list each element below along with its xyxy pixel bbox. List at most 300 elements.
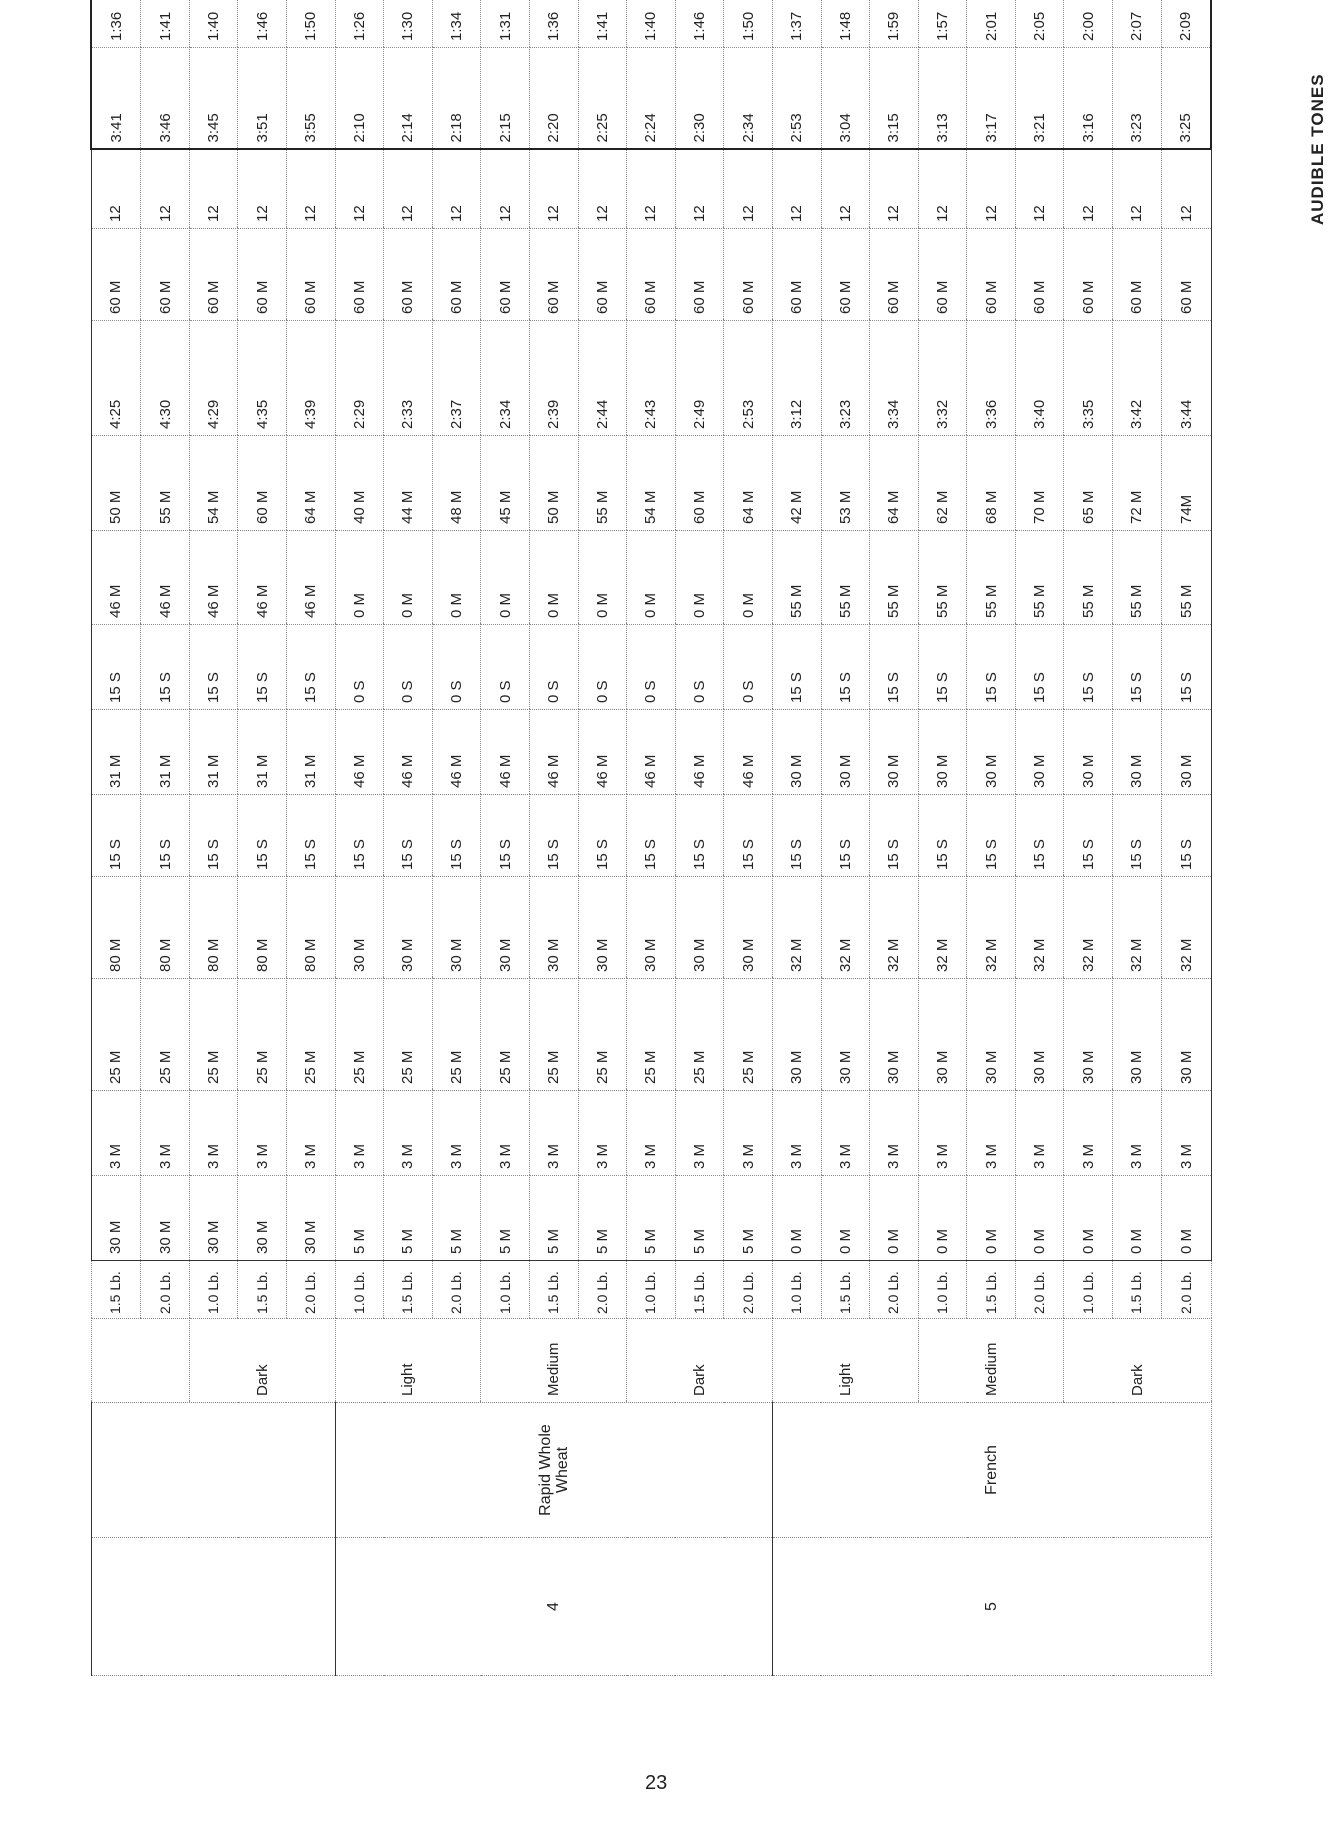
loaf-weight-cell: 2.0 Lb. — [870, 1261, 919, 1319]
stage-time-cell: 70 M — [1015, 436, 1064, 531]
stage-time-cell: 3 M — [384, 1091, 433, 1176]
audible-tone-cell: 3:21 — [1015, 48, 1064, 150]
stage-time-cell: 30 M — [967, 710, 1016, 795]
stage-time-cell: 3 M — [1161, 1091, 1211, 1176]
audible-tone-cell: 3:46 — [141, 48, 190, 150]
stage-time-cell: 64 M — [286, 436, 335, 531]
stage-time-cell: 15 S — [918, 795, 967, 877]
audible-tone-cell: 1:41 — [578, 0, 627, 48]
stage-time-cell: 3 M — [870, 1091, 919, 1176]
stage-time-cell: 12 — [627, 150, 676, 229]
stage-time-cell: 3 M — [335, 1091, 384, 1176]
stage-time-cell: 0 M — [1015, 1176, 1064, 1261]
stage-time-cell: 60 M — [675, 229, 724, 321]
stage-time-cell: 55 M — [870, 531, 919, 625]
stage-time-cell: 3 M — [286, 1091, 335, 1176]
stage-time-cell: 64 M — [724, 436, 773, 531]
stage-time-cell: 30 M — [1161, 710, 1211, 795]
stage-time-cell: 3 M — [1015, 1091, 1064, 1176]
audible-tone-cell: 1:59 — [870, 0, 919, 48]
stage-time-cell: 0 S — [384, 625, 433, 710]
stage-time-cell: 30 M — [1161, 979, 1211, 1091]
audible-tone-cell: 1:31 — [481, 0, 530, 48]
loaf-weight-cell: 1.5 Lb. — [529, 1261, 578, 1319]
stage-time-cell: 12 — [335, 150, 384, 229]
audible-tone-cell: 3:25 — [1161, 48, 1211, 150]
stage-time-cell: 3:34 — [870, 321, 919, 436]
audible-tone-cell: 1:34 — [432, 0, 481, 48]
audible-tone-cell: 3:45 — [189, 48, 238, 150]
stage-time-cell: 60 M — [481, 229, 530, 321]
stage-time-cell: 12 — [238, 150, 287, 229]
stage-time-cell: 5 M — [384, 1176, 433, 1261]
stage-time-cell: 25 M — [384, 979, 433, 1091]
stage-time-cell: 15 S — [91, 795, 141, 877]
stage-time-cell: 15 S — [1015, 625, 1064, 710]
stage-time-cell: 3 M — [1113, 1091, 1162, 1176]
stage-time-cell: 15 S — [189, 795, 238, 877]
audible-tone-cell: 1:48 — [821, 0, 870, 48]
stage-time-cell: 0 M — [481, 531, 530, 625]
stage-time-cell: 25 M — [627, 979, 676, 1091]
stage-time-cell: 15 S — [286, 625, 335, 710]
stage-time-cell: 2:53 — [724, 321, 773, 436]
stage-time-cell: 3:36 — [967, 321, 1016, 436]
stage-time-cell: 60 M — [821, 229, 870, 321]
stage-time-cell: 60 M — [335, 229, 384, 321]
stage-time-cell: 4:29 — [189, 321, 238, 436]
loaf-weight-cell: 2.0 Lb. — [724, 1261, 773, 1319]
stage-time-cell: 30 M — [870, 979, 919, 1091]
audible-tone-cell: 3:13 — [918, 48, 967, 150]
stage-time-cell: 60 M — [627, 229, 676, 321]
stage-time-cell: 15 S — [189, 625, 238, 710]
stage-time-cell: 3:32 — [918, 321, 967, 436]
stage-time-cell: 0 M — [384, 531, 433, 625]
stage-time-cell: 4:25 — [91, 321, 141, 436]
stage-time-cell: 15 S — [967, 625, 1016, 710]
audible-tone-cell: 2:14 — [384, 48, 433, 150]
crust-color-cell: Light — [772, 1319, 918, 1403]
table-body — [91, 0, 1211, 1676]
audible-tone-cell: 1:50 — [286, 0, 335, 48]
stage-time-cell: 12 — [529, 150, 578, 229]
stage-time-cell: 46 M — [141, 531, 190, 625]
stage-time-cell: 0 S — [675, 625, 724, 710]
stage-time-cell: 30 M — [1015, 710, 1064, 795]
stage-time-cell: 60 M — [772, 229, 821, 321]
stage-time-cell: 12 — [578, 150, 627, 229]
stage-time-cell: 15 S — [918, 625, 967, 710]
stage-time-cell: 4:30 — [141, 321, 190, 436]
stage-time-cell: 31 M — [91, 710, 141, 795]
stage-time-cell: 30 M — [481, 877, 530, 979]
audible-tone-cell: 1:46 — [238, 0, 287, 48]
stage-time-cell: 5 M — [675, 1176, 724, 1261]
stage-time-cell: 25 M — [724, 979, 773, 1091]
audible-tone-cell: 3:55 — [286, 48, 335, 150]
program-number-cell: 5 — [772, 1538, 1211, 1676]
stage-time-cell: 46 M — [529, 710, 578, 795]
stage-time-cell: 3:23 — [821, 321, 870, 436]
crust-color-cell: Medium — [481, 1319, 627, 1403]
loaf-weight-cell: 1.5 Lb. — [821, 1261, 870, 1319]
stage-time-cell: 50 M — [529, 436, 578, 531]
stage-time-cell: 30 M — [91, 1176, 141, 1261]
stage-time-cell: 12 — [384, 150, 433, 229]
stage-time-cell: 60 M — [238, 229, 287, 321]
stage-time-cell: 46 M — [627, 710, 676, 795]
stage-time-cell: 30 M — [724, 877, 773, 979]
audible-tone-cell: 2:00 — [1064, 0, 1113, 48]
loaf-weight-cell: 1.5 Lb. — [967, 1261, 1016, 1319]
stage-time-cell: 15 S — [481, 795, 530, 877]
stage-time-cell: 80 M — [238, 877, 287, 979]
stage-time-cell: 3 M — [1064, 1091, 1113, 1176]
stage-time-cell: 53 M — [821, 436, 870, 531]
stage-time-cell: 0 M — [724, 531, 773, 625]
program-name-cell: French — [772, 1403, 1211, 1538]
stage-time-cell: 15 S — [1161, 795, 1211, 877]
stage-time-cell: 25 M — [238, 979, 287, 1091]
stage-time-cell: 3 M — [141, 1091, 190, 1176]
stage-time-cell: 60 M — [675, 436, 724, 531]
audible-tone-cell: 1:41 — [141, 0, 190, 48]
stage-time-cell: 15 S — [627, 795, 676, 877]
loaf-weight-cell: 2.0 Lb. — [141, 1261, 190, 1319]
stage-time-cell: 46 M — [675, 710, 724, 795]
crust-color-cell: Light — [335, 1319, 481, 1403]
stage-time-cell: 5 M — [529, 1176, 578, 1261]
loaf-weight-cell: 1.0 Lb. — [918, 1261, 967, 1319]
crust-color-cell: Dark — [189, 1319, 335, 1403]
stage-time-cell: 12 — [1161, 150, 1211, 229]
stage-time-cell: 0 S — [578, 625, 627, 710]
loaf-weight-cell: 1.5 Lb. — [238, 1261, 287, 1319]
stage-time-cell: 0 M — [1113, 1176, 1162, 1261]
bread-program-time-table — [90, 0, 1212, 1676]
stage-time-cell: 3 M — [627, 1091, 676, 1176]
loaf-weight-cell: 1.0 Lb. — [481, 1261, 530, 1319]
stage-time-cell: 15 S — [1161, 625, 1211, 710]
stage-time-cell: 4:39 — [286, 321, 335, 436]
stage-time-cell: 12 — [1064, 150, 1113, 229]
table-row — [91, 0, 141, 1676]
stage-time-cell: 60 M — [1113, 229, 1162, 321]
stage-time-cell: 32 M — [772, 877, 821, 979]
stage-time-cell: 32 M — [967, 877, 1016, 979]
crust-color-cell: Medium — [918, 1319, 1064, 1403]
table-row — [772, 0, 821, 1676]
audible-tone-cell: 2:01 — [967, 0, 1016, 48]
stage-time-cell: 0 M — [1161, 1176, 1211, 1261]
stage-time-cell: 30 M — [335, 877, 384, 979]
stage-time-cell: 55 M — [1113, 531, 1162, 625]
stage-time-cell: 60 M — [578, 229, 627, 321]
stage-time-cell: 3 M — [821, 1091, 870, 1176]
stage-time-cell: 55 M — [1064, 531, 1113, 625]
audible-tone-cell: 2:05 — [1015, 0, 1064, 48]
loaf-weight-cell: 2.0 Lb. — [1015, 1261, 1064, 1319]
stage-time-cell: 32 M — [870, 877, 919, 979]
stage-time-cell: 0 M — [432, 531, 481, 625]
stage-time-cell: 3 M — [238, 1091, 287, 1176]
audible-tone-cell: 3:16 — [1064, 48, 1113, 150]
stage-time-cell: 3 M — [481, 1091, 530, 1176]
stage-time-cell: 25 M — [481, 979, 530, 1091]
stage-time-cell: 25 M — [335, 979, 384, 1091]
stage-time-cell: 0 S — [335, 625, 384, 710]
audible-tone-cell: 2:18 — [432, 48, 481, 150]
stage-time-cell: 15 S — [384, 795, 433, 877]
audible-tone-cell: 3:51 — [238, 48, 287, 150]
stage-time-cell: 30 M — [918, 710, 967, 795]
stage-time-cell: 25 M — [529, 979, 578, 1091]
loaf-weight-cell: 1.0 Lb. — [335, 1261, 384, 1319]
stage-time-cell: 80 M — [189, 877, 238, 979]
stage-time-cell: 0 M — [335, 531, 384, 625]
loaf-weight-cell: 2.0 Lb. — [1161, 1261, 1211, 1319]
stage-time-cell: 30 M — [1113, 979, 1162, 1091]
stage-time-cell: 2:44 — [578, 321, 627, 436]
audible-tone-cell: 1:40 — [189, 0, 238, 48]
program-name-cell — [91, 1403, 335, 1538]
stage-time-cell: 60 M — [1015, 229, 1064, 321]
stage-time-cell: 30 M — [772, 710, 821, 795]
audible-tones-heading: AUDIBLE TONES — [1308, 73, 1327, 225]
stage-time-cell: 74M — [1161, 436, 1211, 531]
stage-time-cell: 0 M — [578, 531, 627, 625]
loaf-weight-cell: 2.0 Lb. — [432, 1261, 481, 1319]
stage-time-cell: 15 S — [724, 795, 773, 877]
stage-time-cell: 30 M — [578, 877, 627, 979]
stage-time-cell: 0 S — [481, 625, 530, 710]
stage-time-cell: 15 S — [432, 795, 481, 877]
stage-time-cell: 15 S — [1064, 625, 1113, 710]
stage-time-cell: 50 M — [91, 436, 141, 531]
stage-time-cell: 80 M — [141, 877, 190, 979]
stage-time-cell: 32 M — [1161, 877, 1211, 979]
audible-tone-cell: 2:15 — [481, 48, 530, 150]
stage-time-cell: 0 S — [627, 625, 676, 710]
stage-time-cell: 15 S — [821, 795, 870, 877]
stage-time-cell: 3 M — [918, 1091, 967, 1176]
stage-time-cell: 54 M — [627, 436, 676, 531]
stage-time-cell: 80 M — [91, 877, 141, 979]
audible-tone-cell: 1:57 — [918, 0, 967, 48]
stage-time-cell: 30 M — [870, 710, 919, 795]
stage-time-cell: 5 M — [627, 1176, 676, 1261]
stage-time-cell: 60 M — [870, 229, 919, 321]
stage-time-cell: 3 M — [189, 1091, 238, 1176]
stage-time-cell: 46 M — [91, 531, 141, 625]
program-number-cell — [91, 1538, 335, 1676]
stage-time-cell: 15 S — [238, 795, 287, 877]
stage-time-cell: 30 M — [1064, 710, 1113, 795]
stage-time-cell: 30 M — [141, 1176, 190, 1261]
stage-time-cell: 5 M — [578, 1176, 627, 1261]
stage-time-cell: 3:35 — [1064, 321, 1113, 436]
audible-tone-cell: 2:24 — [627, 48, 676, 150]
program-name-cell: Rapid Whole Wheat — [335, 1403, 772, 1538]
stage-time-cell: 46 M — [189, 531, 238, 625]
stage-time-cell: 55 M — [918, 531, 967, 625]
stage-time-cell: 12 — [141, 150, 190, 229]
audible-tone-cell: 1:36 — [529, 0, 578, 48]
stage-time-cell: 46 M — [238, 531, 287, 625]
stage-time-cell: 46 M — [335, 710, 384, 795]
stage-time-cell: 32 M — [821, 877, 870, 979]
audible-tone-cell: 1:40 — [627, 0, 676, 48]
audible-tone-cell: 1:46 — [675, 0, 724, 48]
stage-time-cell: 55 M — [967, 531, 1016, 625]
stage-time-cell: 32 M — [918, 877, 967, 979]
stage-time-cell: 25 M — [141, 979, 190, 1091]
stage-time-cell: 60 M — [967, 229, 1016, 321]
audible-tone-cell: 3:04 — [821, 48, 870, 150]
stage-time-cell: 55 M — [1161, 531, 1211, 625]
stage-time-cell: 15 S — [870, 625, 919, 710]
stage-time-cell: 12 — [1015, 150, 1064, 229]
stage-time-cell: 3 M — [967, 1091, 1016, 1176]
stage-time-cell: 30 M — [627, 877, 676, 979]
loaf-weight-cell: 1.5 Lb. — [1113, 1261, 1162, 1319]
rotated-table-container — [90, 11, 1212, 1676]
crust-color-cell — [91, 1319, 189, 1403]
stage-time-cell: 32 M — [1064, 877, 1113, 979]
table-row — [335, 0, 384, 1676]
stage-time-cell: 15 S — [675, 795, 724, 877]
audible-tone-cell: 1:26 — [335, 0, 384, 48]
stage-time-cell: 25 M — [189, 979, 238, 1091]
stage-time-cell: 3 M — [578, 1091, 627, 1176]
audible-tone-cell: 1:30 — [384, 0, 433, 48]
crust-color-cell: Dark — [627, 1319, 773, 1403]
audible-tone-cell: 2:34 — [724, 48, 773, 150]
stage-time-cell: 2:43 — [627, 321, 676, 436]
stage-time-cell: 30 M — [821, 710, 870, 795]
loaf-weight-cell: 1.0 Lb. — [627, 1261, 676, 1319]
stage-time-cell: 60 M — [189, 229, 238, 321]
stage-time-cell: 3 M — [724, 1091, 773, 1176]
crust-color-cell: Dark — [1064, 1319, 1211, 1403]
stage-time-cell: 2:29 — [335, 321, 384, 436]
stage-time-cell: 15 S — [141, 625, 190, 710]
stage-time-cell: 30 M — [189, 1176, 238, 1261]
stage-time-cell: 3 M — [675, 1091, 724, 1176]
stage-time-cell: 46 M — [578, 710, 627, 795]
stage-time-cell: 60 M — [529, 229, 578, 321]
stage-time-cell: 15 S — [91, 625, 141, 710]
loaf-weight-cell: 1.0 Lb. — [1064, 1261, 1113, 1319]
audible-tone-cell: 3:41 — [91, 48, 141, 150]
stage-time-cell: 15 S — [1064, 795, 1113, 877]
stage-time-cell: 60 M — [238, 436, 287, 531]
audible-tone-cell: 3:23 — [1113, 48, 1162, 150]
stage-time-cell: 15 S — [141, 795, 190, 877]
stage-time-cell: 3:44 — [1161, 321, 1211, 436]
stage-time-cell: 0 M — [967, 1176, 1016, 1261]
stage-time-cell: 0 M — [918, 1176, 967, 1261]
stage-time-cell: 44 M — [384, 436, 433, 531]
stage-time-cell: 80 M — [286, 877, 335, 979]
stage-time-cell: 15 S — [1113, 625, 1162, 710]
stage-time-cell: 31 M — [238, 710, 287, 795]
stage-time-cell: 15 S — [967, 795, 1016, 877]
stage-time-cell: 62 M — [918, 436, 967, 531]
stage-time-cell: 60 M — [141, 229, 190, 321]
stage-time-cell: 2:34 — [481, 321, 530, 436]
audible-tone-cell: 3:17 — [967, 48, 1016, 150]
stage-time-cell: 46 M — [384, 710, 433, 795]
stage-time-cell: 3:12 — [772, 321, 821, 436]
stage-time-cell: 30 M — [821, 979, 870, 1091]
stage-time-cell: 12 — [286, 150, 335, 229]
stage-time-cell: 12 — [918, 150, 967, 229]
audible-tone-cell: 2:30 — [675, 48, 724, 150]
stage-time-cell: 60 M — [91, 229, 141, 321]
stage-time-cell: 15 S — [335, 795, 384, 877]
stage-time-cell: 5 M — [724, 1176, 773, 1261]
stage-time-cell: 30 M — [1015, 979, 1064, 1091]
stage-time-cell: 0 M — [529, 531, 578, 625]
stage-time-cell: 30 M — [238, 1176, 287, 1261]
stage-time-cell: 55 M — [1015, 531, 1064, 625]
stage-time-cell: 4:35 — [238, 321, 287, 436]
stage-time-cell: 30 M — [432, 877, 481, 979]
audible-tone-cell: 2:09 — [1161, 0, 1211, 48]
stage-time-cell: 48 M — [432, 436, 481, 531]
stage-time-cell: 65 M — [1064, 436, 1113, 531]
stage-time-cell: 30 M — [967, 979, 1016, 1091]
loaf-weight-cell: 1.5 Lb. — [384, 1261, 433, 1319]
stage-time-cell: 30 M — [286, 1176, 335, 1261]
audible-tone-cell: 2:20 — [529, 48, 578, 150]
stage-time-cell: 25 M — [286, 979, 335, 1091]
stage-time-cell: 0 M — [772, 1176, 821, 1261]
audible-tone-cell: 1:37 — [772, 0, 821, 48]
stage-time-cell: 12 — [675, 150, 724, 229]
stage-time-cell: 30 M — [1064, 979, 1113, 1091]
stage-time-cell: 15 S — [1015, 795, 1064, 877]
stage-time-cell: 5 M — [335, 1176, 384, 1261]
stage-time-cell: 12 — [1113, 150, 1162, 229]
stage-time-cell: 2:49 — [675, 321, 724, 436]
stage-time-cell: 12 — [821, 150, 870, 229]
stage-time-cell: 30 M — [918, 979, 967, 1091]
stage-time-cell: 46 M — [481, 710, 530, 795]
stage-time-cell: 0 M — [1064, 1176, 1113, 1261]
stage-time-cell: 15 S — [772, 625, 821, 710]
stage-time-cell: 30 M — [772, 979, 821, 1091]
stage-time-cell: 3 M — [772, 1091, 821, 1176]
stage-time-cell: 12 — [432, 150, 481, 229]
stage-time-cell: 0 M — [627, 531, 676, 625]
stage-time-cell: 60 M — [1064, 229, 1113, 321]
stage-time-cell: 3 M — [529, 1091, 578, 1176]
stage-time-cell: 25 M — [578, 979, 627, 1091]
stage-time-cell: 45 M — [481, 436, 530, 531]
stage-time-cell: 12 — [967, 150, 1016, 229]
stage-time-cell: 68 M — [967, 436, 1016, 531]
stage-time-cell: 3:42 — [1113, 321, 1162, 436]
program-number-cell: 4 — [335, 1538, 772, 1676]
stage-time-cell: 30 M — [384, 877, 433, 979]
stage-time-cell: 0 M — [870, 1176, 919, 1261]
stage-time-cell: 25 M — [675, 979, 724, 1091]
loaf-weight-cell: 2.0 Lb. — [578, 1261, 627, 1319]
stage-time-cell: 30 M — [675, 877, 724, 979]
